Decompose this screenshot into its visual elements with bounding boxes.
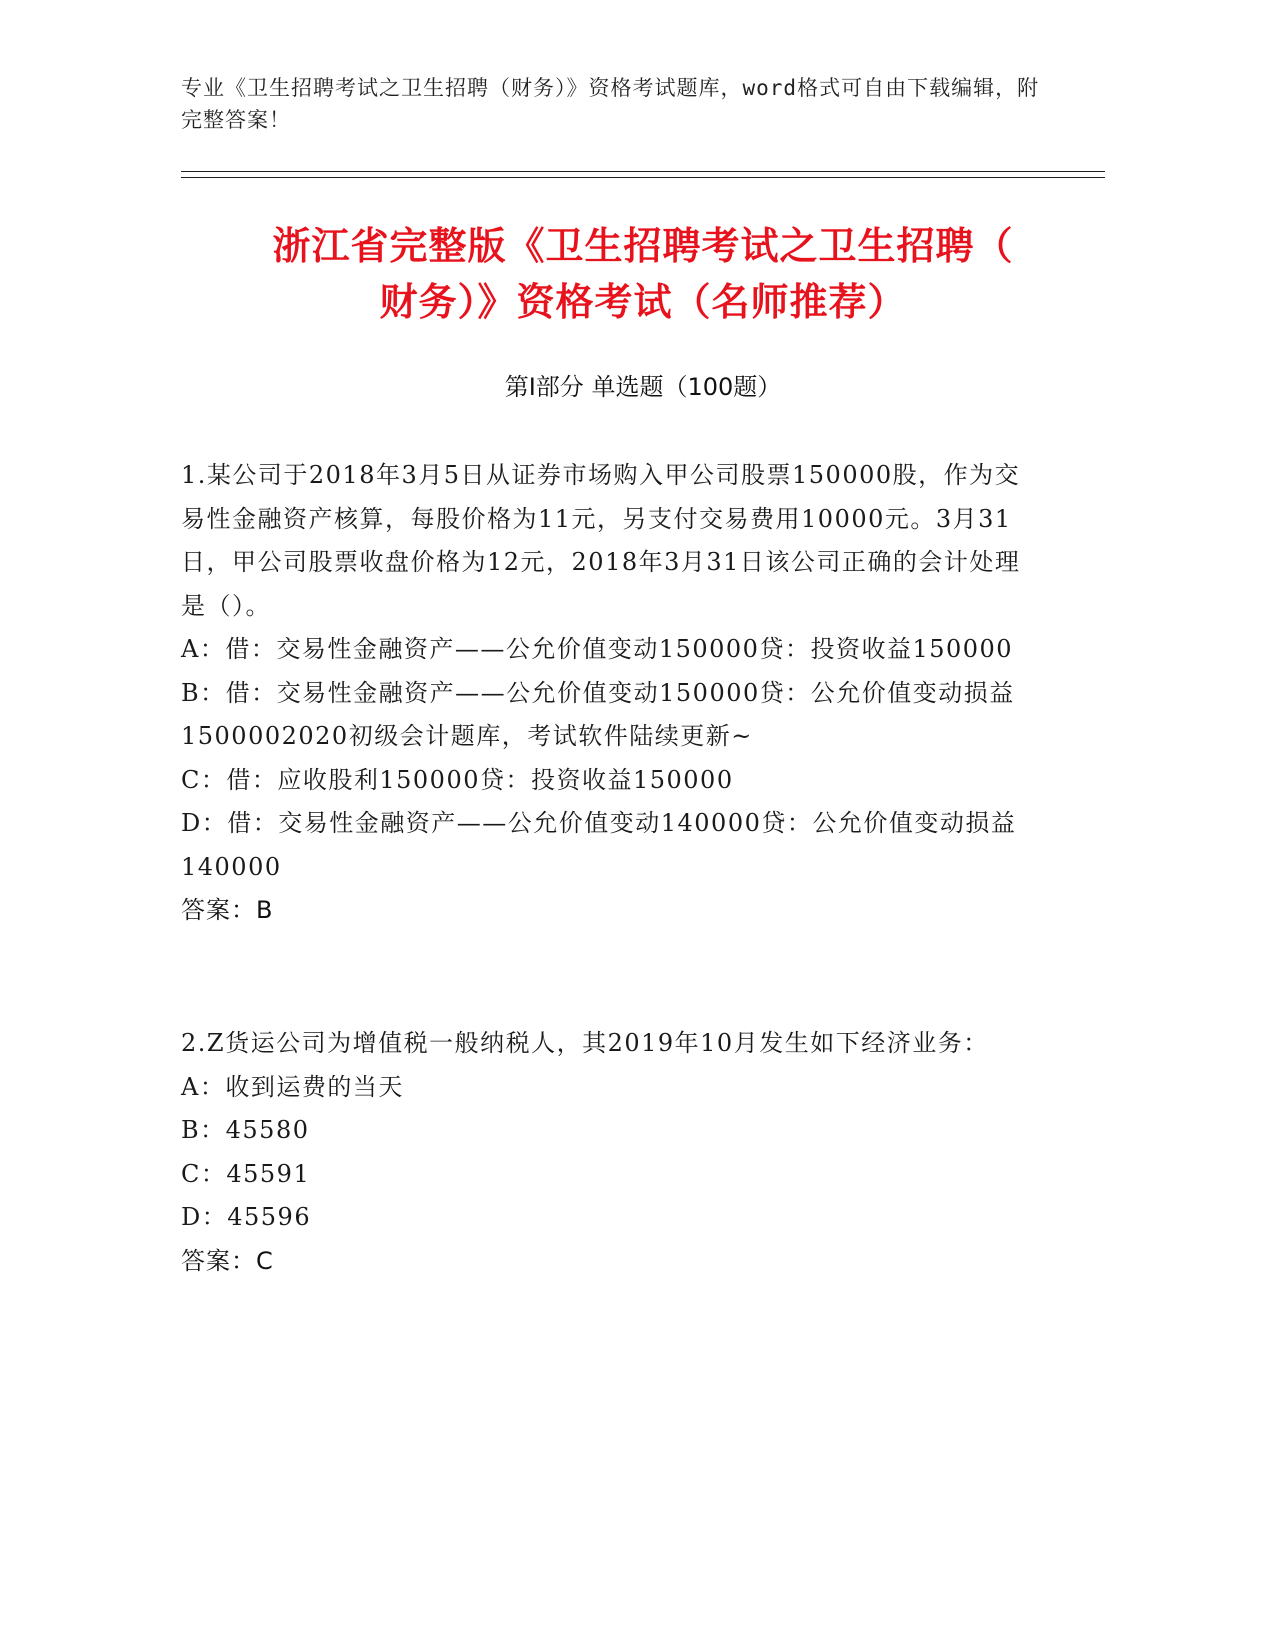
question-stem: 1.某公司于2018年3月5日从证券市场购入甲公司股票150000股，作为交易性金融资产核算，每股价格为11元，另支付交易费用10000元。3月31日，甲公司股票收盘价格为12元，2018年3月31日该公司正确的会计处理是（）。	[181, 461, 1021, 620]
option-a: A：借：交易性金融资产——公允价值变动150000贷：投资收益150000	[181, 635, 1014, 663]
option-c: C：45591	[181, 1159, 311, 1188]
section-heading: 第Ⅰ部分 单选题（100题）	[504, 373, 782, 401]
option-d: D：借：交易性金融资产——公允价值变动140000贷：公允价值变动损益140000	[181, 809, 1017, 881]
header-divider-top	[181, 171, 1105, 172]
option-c: C：借：应收股利150000贷：投资收益150000	[181, 765, 734, 794]
option-b: B：45580	[181, 1116, 310, 1144]
option-b: B：借：交易性金融资产——公允价值变动150000贷：公允价值变动损益1500002020初级会计题库，考试软件陆续更新~	[181, 678, 1015, 750]
question-1	[181, 454, 1041, 933]
title-line-2: 财务）》资格考试（名师推荐）	[379, 280, 907, 324]
option-d: D：45596	[181, 1203, 312, 1231]
option-a: A：收到运费的当天	[181, 1072, 404, 1101]
question-stem: 2.Z货运公司为增值税一般纳税人，其2019年10月发生如下经济业务：	[181, 1029, 989, 1057]
header-divider-bottom	[181, 177, 1105, 178]
answer-line: 答案：C	[181, 1246, 274, 1275]
document-title	[181, 218, 1105, 330]
header-note: 专业《卫生招聘考试之卫生招聘（财务）》资格考试题库，word格式可自由下载编辑，附完整答案！	[181, 76, 1040, 132]
question-2	[181, 1022, 1041, 1283]
answer-line: 答案：B	[181, 896, 274, 924]
title-line-1: 浙江省完整版《卫生招聘考试之卫生招聘（	[272, 224, 1014, 268]
